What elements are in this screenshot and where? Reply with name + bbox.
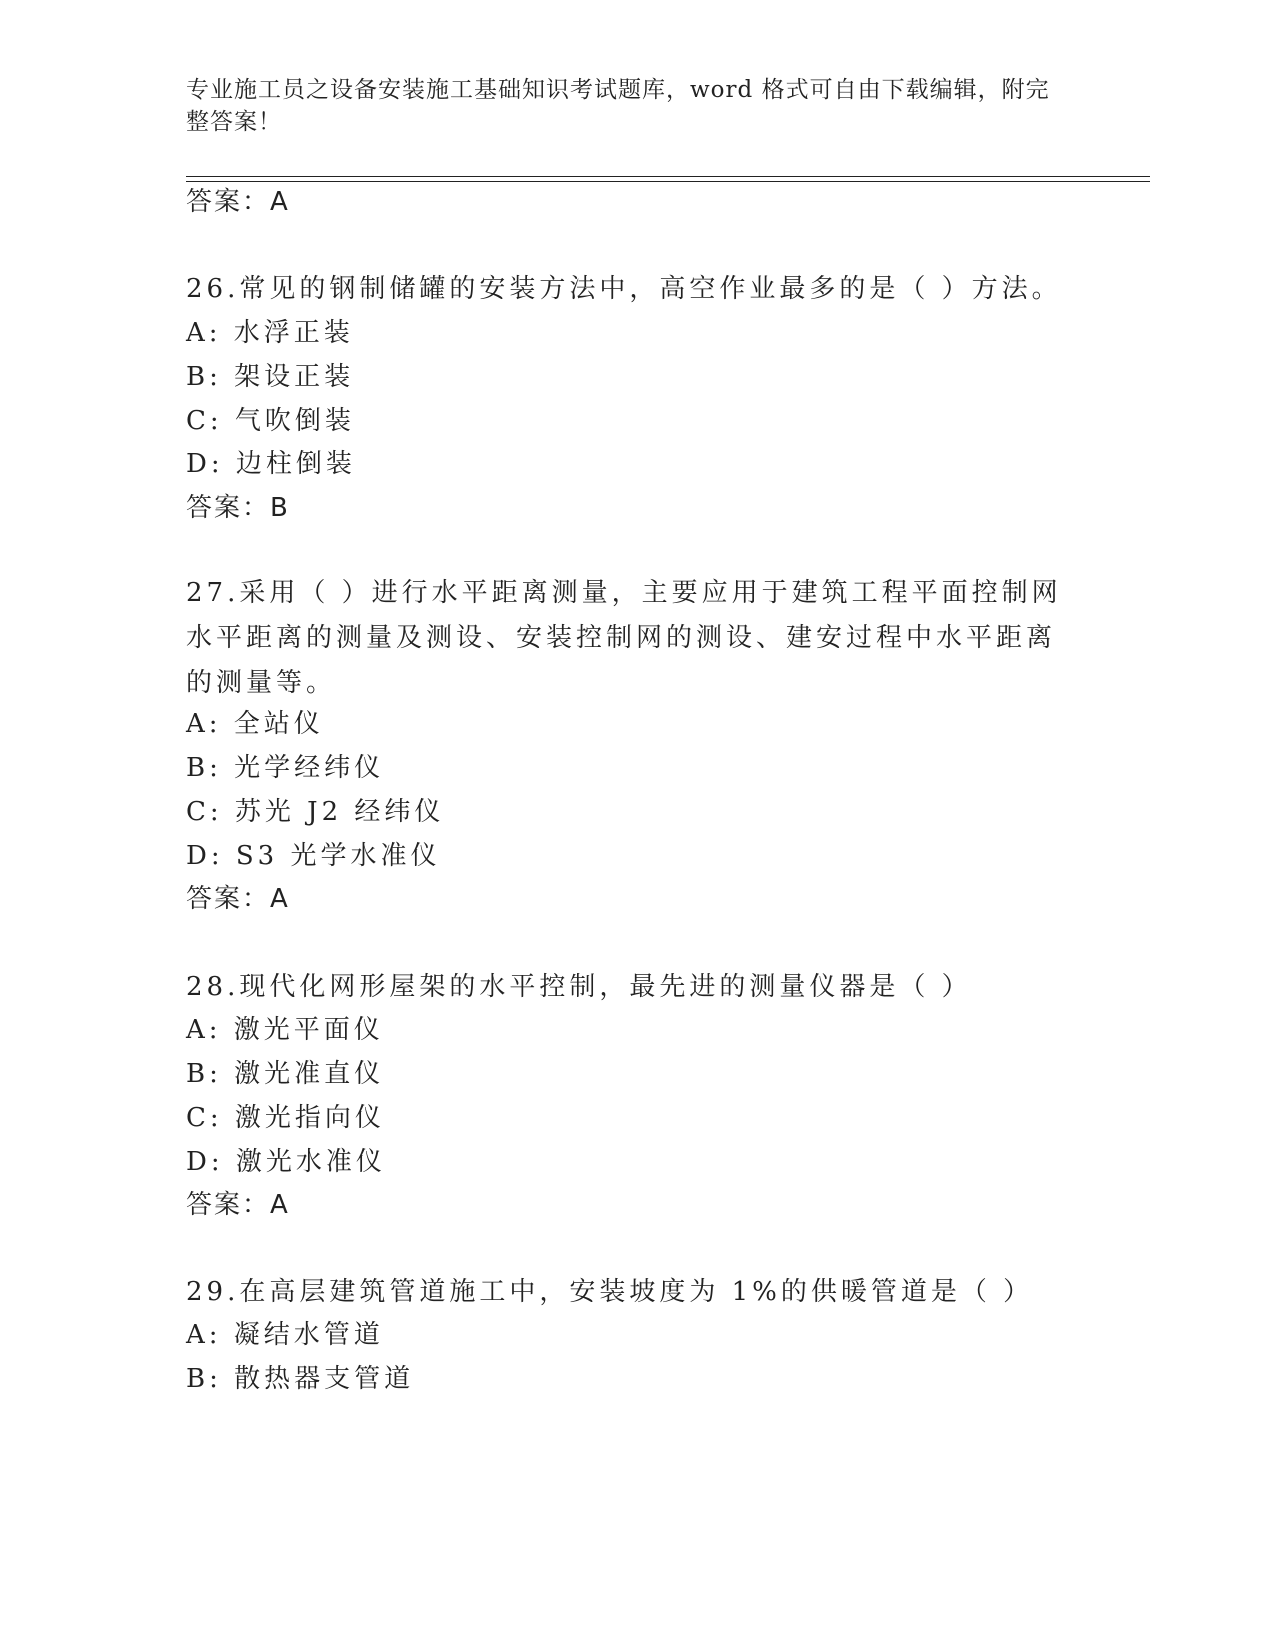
question-26-option-d: D: 边柱倒装 <box>186 449 356 479</box>
question-29-option-a: A: 凝结水管道 <box>186 1320 384 1350</box>
header-divider-top <box>186 176 1150 177</box>
question-28-option-a: A: 激光平面仪 <box>186 1015 384 1045</box>
question-26-option-a: A: 水浮正装 <box>186 318 354 348</box>
question-27-option-b: B: 光学经纬仪 <box>186 753 385 783</box>
answer-25: 答案：A <box>186 187 290 217</box>
question-27-answer: 答案：A <box>186 884 290 914</box>
question-26-stem: 26.常见的钢制储罐的安装方法中，高空作业最多的是（ ）方法。 <box>186 274 1062 304</box>
question-26-answer: 答案：B <box>186 493 290 523</box>
question-28-option-b: B: 激光准直仪 <box>186 1059 385 1089</box>
question-27-option-a: A: 全站仪 <box>186 709 324 739</box>
question-26-option-b: B: 架设正装 <box>186 362 355 392</box>
question-28-option-d: D: 激光水准仪 <box>186 1147 386 1177</box>
question-28-stem: 28.现代化网形屋架的水平控制，最先进的测量仪器是（ ） <box>186 972 972 1002</box>
header-divider-bottom <box>186 181 1150 182</box>
question-28-answer: 答案：A <box>186 1190 290 1220</box>
question-27-stem: 27.采用（ ）进行水平距离测量，主要应用于建筑工程平面控制网水平距离的测量及测设、安装控制网的测设、建安过程中水平距离的测量等。 <box>186 578 1062 698</box>
question-27-option-c: C: 苏光 J2 经纬仪 <box>186 797 445 827</box>
question-27-option-d: D: S3 光学水准仪 <box>186 841 441 871</box>
question-29-stem: 29.在高层建筑管道施工中，安装坡度为 1%的供暖管道是（ ） <box>186 1277 1034 1307</box>
document-header: 专业施工员之设备安装施工基础知识考试题库，word 格式可自由下载编辑，附完整答案！ <box>186 77 1050 135</box>
question-26-option-c: C: 气吹倒装 <box>186 406 355 436</box>
question-28-option-c: C: 激光指向仪 <box>186 1103 385 1133</box>
question-29-option-b: B: 散热器支管道 <box>186 1364 415 1394</box>
